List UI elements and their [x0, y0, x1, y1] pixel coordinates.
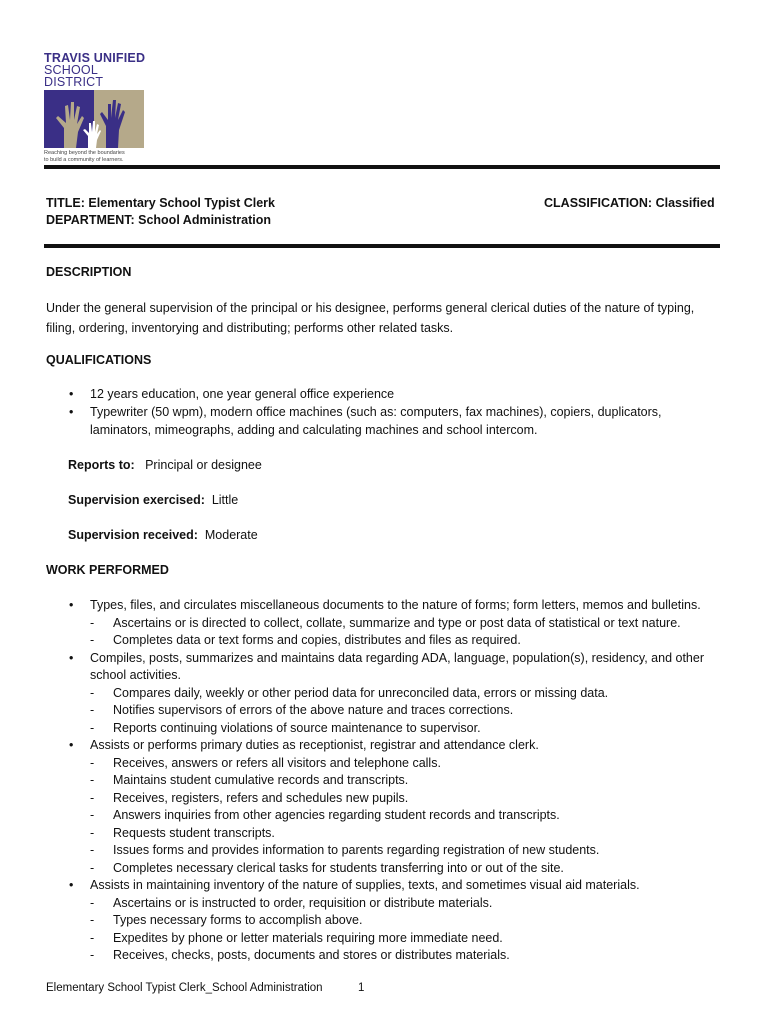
qualification-item [90, 423, 537, 437]
qualification-item [69, 405, 662, 419]
reports-to-value: Principal or designee [145, 458, 262, 472]
work-item [69, 878, 640, 892]
list-item-text: school activities. [90, 668, 182, 682]
footer-page-number: 1 [358, 982, 365, 994]
description-heading: DESCRIPTION [46, 265, 132, 279]
bullet-marker: • [69, 738, 74, 752]
dash-marker: - [90, 808, 95, 822]
dash-marker: - [90, 895, 95, 910]
footer-document-name: Elementary School Typist Clerk_School Administration [46, 982, 323, 994]
dash-marker: - [90, 685, 95, 700]
work-subitem [90, 843, 600, 857]
list-item-text: Ascertains or is directed to collect, collate, summarize and type or post data of statistical or text nature. [113, 615, 681, 630]
work-subitem [90, 703, 514, 717]
list-item-text: Receives, checks, posts, documents and stores or distributes materials. [113, 948, 510, 962]
district-logo [44, 52, 154, 164]
dash-marker: - [90, 948, 95, 962]
supervision-received-value: Moderate [204, 528, 258, 542]
dash-marker: - [90, 773, 95, 787]
work-item [90, 668, 181, 682]
work-item [69, 738, 539, 752]
list-item-text: Reports continuing violations of source maintenance to supervisor. [113, 720, 481, 735]
qualifications-heading: QUALIFICATIONS [46, 353, 152, 367]
list-item-text: Completes necessary clerical tasks for students transferring into or out of the site. [113, 860, 564, 875]
dash-marker: - [90, 615, 95, 630]
classification: CLASSIFICATION: Classified [544, 196, 715, 210]
work-item [69, 650, 704, 665]
list-item-text: Issues forms and provides information to parents regarding registration of new students. [113, 843, 600, 857]
work-subitem [90, 825, 275, 840]
work-subitem [90, 755, 441, 770]
logo-tagline-1: Reaching beyond the boundaries [44, 150, 125, 156]
logo-hands-graphic [44, 90, 144, 148]
dash-marker: - [90, 913, 95, 927]
description-line: Under the general supervision of the principal or his designee, performs general clerical duties of the nature of typing, [46, 301, 695, 315]
bullet-marker: • [69, 650, 74, 665]
work-subitem [90, 913, 363, 927]
logo-name-line1: TRAVIS UNIFIED [44, 51, 146, 65]
work-subitem [90, 948, 510, 962]
bullet-marker: • [69, 387, 74, 401]
header-rule-top [44, 165, 720, 169]
work-subitem [90, 860, 564, 875]
work-performed-heading: WORK PERFORMED [46, 563, 169, 577]
list-item-text: Answers inquiries from other agencies regarding student records and transcripts. [113, 808, 560, 822]
list-item-text: Ascertains or is instructed to order, requisition or distribute materials. [113, 895, 493, 910]
reports-to-label: Reports to: [68, 458, 135, 472]
department: DEPARTMENT: School Administration [46, 213, 271, 227]
work-subitem [90, 895, 493, 910]
list-item-text: Notifies supervisors of errors of the above nature and traces corrections. [113, 703, 514, 717]
list-item-text: Expedites by phone or letter materials requiring more immediate need. [113, 930, 503, 945]
dash-marker: - [90, 703, 95, 717]
work-subitem [90, 720, 481, 735]
list-item-text: Compiles, posts, summarizes and maintains data regarding ADA, language, population(s), residency, and other [90, 650, 704, 665]
work-subitem [90, 790, 409, 805]
list-item-text: Compares daily, weekly or other period data for unreconciled data, errors or missing data. [113, 685, 609, 700]
work-subitem [90, 930, 503, 945]
reports-to-field [68, 458, 262, 472]
list-item-text: Receives, answers or refers all visitors and telephone calls. [113, 755, 441, 770]
list-item-text: Types necessary forms to accomplish above. [113, 913, 363, 927]
logo-name-line2: SCHOOL DISTRICT [44, 63, 104, 89]
work-subitem [90, 685, 609, 700]
dash-marker: - [90, 720, 95, 735]
list-item-text: Assists in maintaining inventory of the nature of supplies, texts, and sometimes visual aid materials. [90, 878, 640, 892]
dash-marker: - [90, 633, 95, 647]
list-item-text: Maintains student cumulative records and transcripts. [113, 773, 409, 787]
list-item-text: Typewriter (50 wpm), modern office machines (such as: computers, fax machines), copiers, duplicators, [90, 405, 662, 419]
dash-marker: - [90, 825, 95, 840]
list-item-text: Receives, registers, refers and schedules new pupils. [113, 790, 409, 805]
supervision-exercised-label: Supervision exercised: [68, 493, 205, 507]
job-title: TITLE: Elementary School Typist Clerk [46, 196, 275, 210]
work-subitem [90, 633, 521, 647]
description-line: filing, ordering, inventorying and distributing; performs other related tasks. [46, 321, 454, 335]
dash-marker: - [90, 930, 95, 945]
header-rule-bottom [44, 244, 720, 248]
supervision-received-field [68, 528, 258, 542]
list-item-text: Requests student transcripts. [113, 825, 275, 840]
supervision-received-label: Supervision received: [68, 528, 198, 542]
dash-marker: - [90, 790, 95, 805]
bullet-marker: • [69, 405, 74, 419]
list-item-text: Assists or performs primary duties as receptionist, registrar and attendance clerk. [90, 738, 539, 752]
work-subitem [90, 808, 560, 822]
logo-tagline-2: to build a community of learners. [44, 157, 124, 163]
dash-marker: - [90, 860, 95, 875]
dash-marker: - [90, 755, 95, 770]
qualification-item [69, 387, 395, 401]
dash-marker: - [90, 843, 95, 857]
work-subitem [90, 773, 409, 787]
bullet-marker: • [69, 598, 74, 612]
supervision-exercised-field [68, 493, 238, 507]
list-item-text: Types, files, and circulates miscellaneous documents to the nature of forms; form letters, memos and bulletins. [90, 598, 701, 612]
work-item [69, 598, 701, 612]
supervision-exercised-value: Little [211, 493, 239, 507]
description-text [46, 298, 720, 338]
list-item-text: Completes data or text forms and copies, distributes and files as required. [113, 633, 521, 647]
bullet-marker: • [69, 878, 74, 892]
list-item-text: laminators, mimeographs, adding and calculating machines and school intercom. [90, 423, 538, 437]
list-item-text: 12 years education, one year general office experience [90, 387, 395, 401]
work-subitem [90, 615, 681, 630]
